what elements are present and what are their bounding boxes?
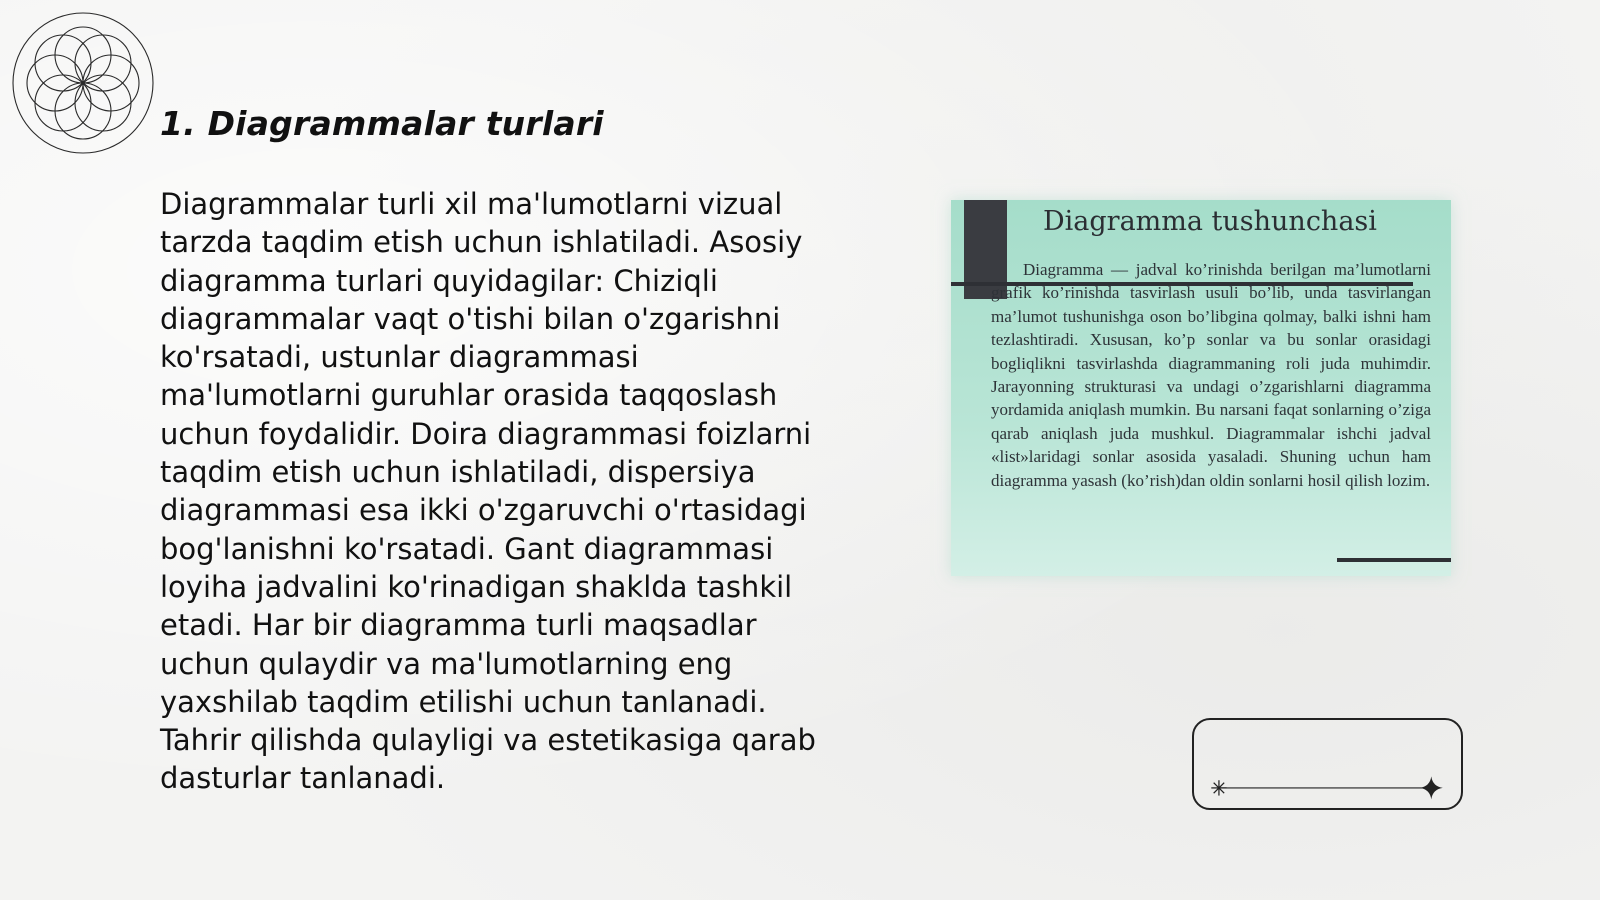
frame-ornament: [1194, 720, 1461, 808]
excerpt-heading: Diagramma tushunchasi: [1043, 206, 1377, 237]
excerpt-text: Diagramma — jadval ko’rinishda berilgan ma’lumotlarni grafik ko’rinishda tasvirlash usuli bo’lib, unda tasvirlangan ma’lumot tushunishga oson bo’libgina qolmay, balki ishni ham tezlashtiradi. Xususan, ko’p sonlar va bu sonlar orasidagi bogliqlikni tasvirlashda diagrammaning roli juda muhimdir. Jarayonning strukturasi va undagi o’zgarishlarni diagramma yordamida aniqlash mumkin. Bu narsani faqat sonlarning o’ziga qarab aniqlash juda mushkul. Diagrammalar ishchi jadval «list»laridagi sonlar asosida yasaladi. Shuning uchun ham diagramma yasash (ko’rish)dan oldin sonlarni hosil qilish lozim.: [991, 260, 1431, 490]
decorative-frame: [1192, 718, 1463, 810]
excerpt-bottom-rule: [1337, 558, 1451, 562]
interlaced-circles-icon: [8, 8, 158, 158]
four-point-star-icon: [1420, 776, 1443, 799]
slide-title: 1. Diagrammalar turlari: [160, 104, 604, 143]
sparkle-star-icon: [1211, 780, 1226, 795]
textbook-excerpt-image: [951, 200, 1451, 576]
body-paragraph: Diagrammalar turli xil ma'lumotlarni vizual tarzda taqdim etish uchun ishlatiladi. Asosiy diagramma turlari quyidagilar: Chiziqli diagrammalar vaqt o'tishi bilan o'zgarishni ko'rsatadi, ustunlar diagrammasi ma'lumotlarni guruhlar orasida taqqoslash uchun foydalidir. Doira diagrammasi foizlarni taqdim etish uchun ishlatiladi, dispersiya diagrammasi esa ikki o'zgaruvchi o'rtasidagi bog'lanishni ko'rsatadi. Gant diagrammasi loyiha jadvalini ko'rinadigan shaklda tashkil etadi. Har bir diagramma turli maqsadlar uchun qulaydir va ma'lumotlarning eng yaxshilab taqdim etilishi uchun tanlanadi. Tahrir qilishda qulayligi va estetikasiga qarab dasturlar tanlanadi.: [160, 187, 816, 796]
